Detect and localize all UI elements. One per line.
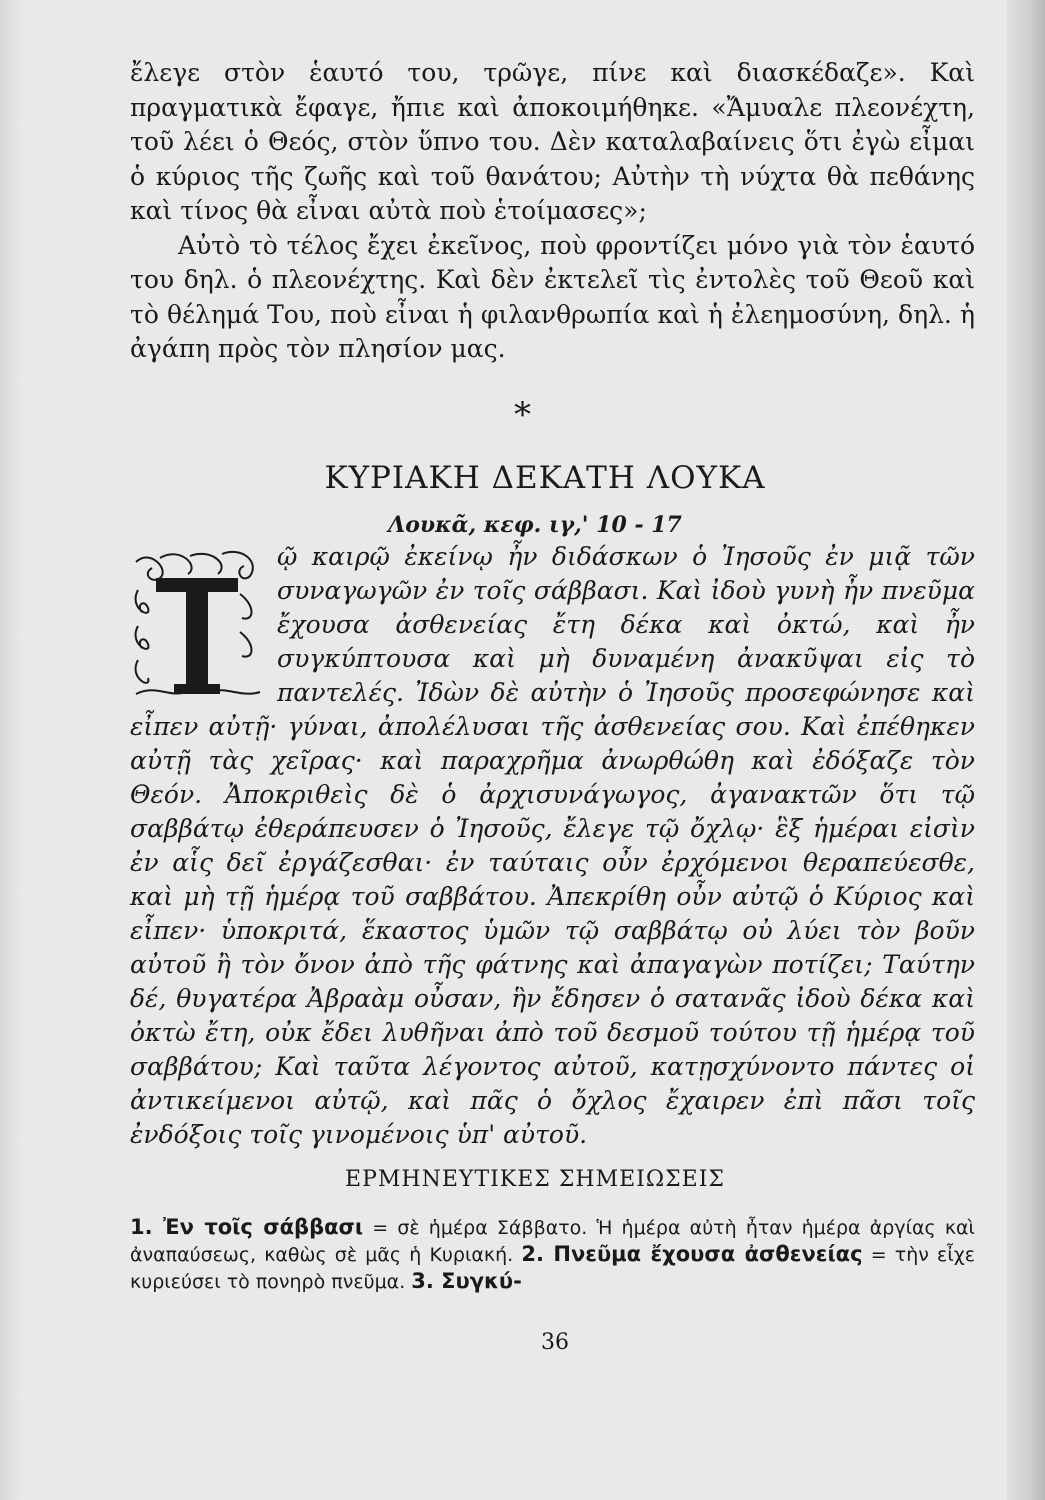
note-definition: = σὲ ἡμέρα Σάββατο. Ἡ ἡμέρα αὐτὴ ἦταν ἡμέρα ἀργίας καὶ ἀναπαύσεως, καθὼς σὲ μᾶς ἡ Κυριακή.	[130, 1217, 975, 1266]
gospel-text: ῷ καιρῷ ἐκείνῳ ἦν διδάσκων ὁ Ἰησοῦς ἐν μιᾷ τῶν συναγωγῶν ἐν τοῖς σάββασι. Καὶ ἰδοὺ γυνὴ ἦν πνεῦμα ἔχουσα ἀσθενείας ἔτη δέκα καὶ ὀκτώ, καὶ ἦν συγκύπτουσα καὶ μὴ δυναμένη ἀνακῦψαι εἰς τὸ παντελές. Ἰδὼν δὲ αὐτὴν ὁ Ἰησοῦς προσεφώνησε καὶ εἶπεν αὐτῇ· γύναι, ἀπολέλυσαι τῆς ἀσθενείας σου. Καὶ ἐπέθηκεν αὐτῇ τὰς χεῖρας· καὶ παραχρῆμα ἀνωρθώθη καὶ ἐδόξαζε τὸν Θεόν. Ἀποκριθεὶς δὲ ὁ ἀρχισυνάγωγος, ἀγανακτῶν ὅτι τῷ σαββάτῳ ἐθεράπευσεν ὁ Ἰησοῦς, ἔλεγε τῷ ὄχλῳ· ἓξ ἡμέραι εἰσὶν ἐν αἷς δεῖ ἐργάζεσθαι· ἐν ταύταις οὖν ἐρχόμενοι θεραπεύεσθε, καὶ μὴ τῇ ἡμέρᾳ τοῦ σαββάτου. Ἀπεκρίθη οὖν αὐτῷ ὁ Κύριος καὶ εἶπεν· ὑποκριτά, ἕκαστος ὑμῶν τῷ σαββάτῳ οὐ λύει τὸν βοῦν αὐτοῦ ἢ τὸν ὄνον ἀπὸ τῆς φάτνης καὶ ἀπαγαγὼν ποτίζει; Ταύτην δέ, θυγατέρα Ἀβραὰμ οὖσαν, ἣν ἔδησεν ὁ σατανᾶς ἰδοὺ δέκα καὶ ὀκτὼ ἔτη, οὐκ ἔδει λυθῆναι ἀπὸ τοῦ δεσμοῦ τούτου τῇ ἡμέρᾳ τοῦ σαββάτου; Καὶ ταῦτα λέγοντος αὐτοῦ, κατῃσχύνοντο πάντες οἱ ἀντικείμενοι αὐτῷ, καὶ πᾶς ὁ ὄχλος ἔχαιρεν ἐπὶ πᾶσι τοῖς ἐνδόξοις τοῖς γινομένοις ὑπ' αὐτοῦ.	[130, 542, 975, 1149]
notes-heading: ΕΡΜΗΝΕΥΤΙΚΕΣ ΣΗΜΕΙΩΣΕΙΣ	[345, 1167, 725, 1192]
separator-asterisk: *	[514, 395, 531, 435]
note-term: 1. Ἐν τοῖς σάββασι	[130, 1215, 364, 1239]
top-text-block	[130, 56, 975, 367]
note-definition: = τὴν εἶχε κυριεύσει τὸ πονηρὸ πνεῦμα.	[130, 1244, 976, 1293]
gospel-reading	[130, 540, 975, 1152]
decorated-initial-tau	[130, 548, 265, 700]
paragraph: ἔλεγε στὸν ἑαυτό του, τρῶγε, πίνε καὶ διασκέδαζε». Καὶ πραγματικὰ ἔφαγε, ἤπιε καὶ ἀποκοιμήθηκε. «Ἄμυαλε πλεονέχτη, τοῦ λέει ὁ Θεός, στὸν ὕπνο του. Δὲν καταλαβαίνεις ὅτι ἐγὼ εἶμαι ὁ κύριος τῆς ζωῆς καὶ τοῦ θανάτου; Αὐτὴν τὴ νύχτα θὰ πεθάνης καὶ τίνος θὰ εἶναι αὐτὰ ποὺ ἑτοίμασες»;	[130, 58, 975, 225]
interpretive-notes	[130, 1214, 975, 1295]
paragraph: Αὐτὸ τὸ τέλος ἔχει ἐκεῖνος, ποὺ φροντίζει μόνο γιὰ τὸν ἑαυτό του δηλ. ὁ πλεονέχτης. Καὶ δὲν ἐκτελεῖ τὶς ἐντολὲς τοῦ Θεοῦ καὶ τὸ θέλημά Του, ποὺ εἶναι ἡ φιλανθρωπία καὶ ἡ ἐλεημοσύνη, δηλ. ἡ ἀγάπη πρὸς τὸν πλησίον μας.	[130, 230, 975, 363]
note-term: 2. Πνεῦμα ἔχουσα ἀσθενείας	[521, 1242, 863, 1266]
section-reference: Λουκᾶ, κεφ. ιγ,' 10 - 17	[388, 512, 682, 538]
page-shadow-right	[1007, 0, 1045, 1500]
page-number: 36	[541, 1330, 569, 1355]
page-shadow-left	[0, 0, 22, 1500]
note-term: 3. Συγκύ-	[411, 1269, 522, 1293]
section-title: ΚΥΡΙΑΚΗ ΔΕΚΑΤΗ ΛΟΥΚΑ	[324, 460, 766, 496]
